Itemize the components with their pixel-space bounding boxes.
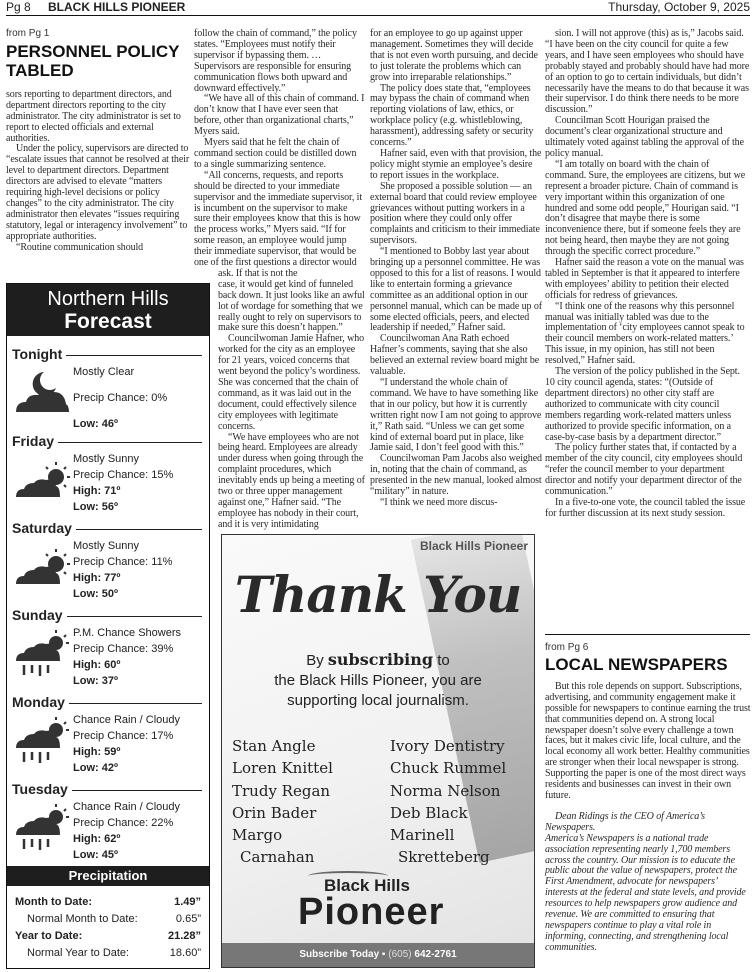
high-temp: High: 62º (73, 833, 121, 845)
low-temp: Low: 50º (73, 588, 118, 600)
paragraph: America’s Newspapers is a national trade association representing nearly 1,700 members across the country. Our mission is to educate the public about the value of newspapers, protect the First Amendment, advocate for newspapers’ interests at the federal and state levels, and provide resources to help newspapers grow audience and revenue. We are committed to ensuring that newspapers continue to play a vital role in informing, connecting, and strengthening local communities. (545, 832, 746, 953)
paragraph: follow the chain of command,” the policy states. “Employees must notify their supervisor if bypassing them. … Supervisors are responsible for ensuring communication flows both upward and downward effectively.” (194, 28, 357, 94)
forecast-day-tuesday (12, 781, 202, 866)
paragraph: for an employee to go up against upper management. Sometimes they will decide that is not even worth pursuing, and decide to just tolerate the problems which can grow into irreparable relationships.” (370, 28, 538, 83)
paragraph: “I understand the whole chain of command. We have to have something like that in our policy, but how it is currently written right now I am not going to approve it,” Rath said. “Unless we can get some kind of external board put in place, like Jamie said, I don’t feel good with this.” (370, 377, 542, 454)
condition: Mostly Clear (73, 366, 135, 378)
subscriber-names-right (390, 735, 506, 869)
paragraph: sion. I will not approve (this) as is,” Jacobs said. “I have been on the city council for quite a few years, and I have seen employees who should have probably stayed and probably should have had more of an option to go to certain individuals, but didn’t necessarily have the means to do that because it was their supervisor. I do think there needs to be more discussion.” (545, 28, 750, 116)
precipitation-header: Precipitation (7, 866, 209, 886)
day-details (73, 364, 167, 432)
paragraph: “We have employees who are not being heard. Employees are already under duress when going through the complaint procedures, which inevitably ends up being a meeting of two or three upper management against one,” Hafner said. “The employee has nobody in their court, and it is very intimidating (218, 431, 365, 530)
logo-line2: Pioneer (298, 891, 445, 933)
paragraph: The policy does state that, “employees may bypass the chain of command when reporting violations of law, ethics, or workplace policy (e.g. whistleblowing, harassment), addressing safety or security concerns.” (370, 82, 534, 149)
low-temp: Low: 56º (73, 501, 118, 513)
article-col3 (370, 29, 542, 509)
forecast-day-tonight (12, 346, 202, 431)
day-name: Friday (12, 433, 58, 449)
day-details (73, 712, 180, 776)
paragraph: Councilwoman Ana Rath echoed Hafner’s comments, saying that she also believed an external review board might be valuable. (370, 333, 540, 378)
day-details (73, 625, 181, 689)
day-name: Saturday (12, 520, 76, 536)
subscriber-name: Trudy Regan (232, 781, 331, 800)
day-name: Tonight (12, 346, 66, 362)
paragraph: “I think one of the reasons why this personnel manual was initially tabled was due to the implementation of ‘city employees cannot speak to their council members on work-related matters.’ This issue, in my opinion, has still not been resolved,” Hafner said. (545, 300, 745, 367)
article-local-newspapers (545, 643, 751, 954)
article-col4 (545, 29, 751, 520)
rain-cloud-icon (14, 629, 70, 677)
rain-cloud-icon (14, 716, 70, 764)
precip-chance: Precip Chance: 11% (73, 556, 173, 568)
paragraph: “All concerns, requests, and reports should be directed to your immediate supervisor and the immediate supervisor, it is incumbent on the supervisor to make sure their employees know that this is how the process works,” Myers said. “If for some reason, an employee would jump their immediate supervisor, that would be one of the first questions a director would ask. If that is not the (194, 169, 363, 279)
forecast-day-saturday (12, 520, 202, 605)
article-paragraphs (370, 29, 542, 509)
day-name: Tuesday (12, 781, 72, 797)
precip-chance: Precip Chance: 17% (73, 730, 174, 742)
paragraph: “I think we need more discus- (380, 496, 498, 508)
forecast-title-line2: Forecast (64, 310, 152, 333)
precip-value: 1.49” (174, 896, 201, 908)
article-paragraphs (545, 682, 751, 802)
paragraph: case, it would get kind of funneled back down. It just looks like an awful lot of wordage for something that we really ought to rely on supervisors to make sure this doesn’t happen.” (218, 278, 365, 334)
precip-value: 0.65” (175, 913, 201, 925)
phone-number: 642-2761 (414, 949, 457, 960)
day-name: Sunday (12, 607, 67, 623)
condition: Mostly Sunny (73, 540, 140, 552)
article-col2 (194, 29, 366, 594)
logo-line1: Black Hills (324, 876, 410, 895)
thank-you-subscriber-ad (221, 534, 535, 968)
high-temp: High: 77º (73, 572, 121, 584)
condition: Chance Rain / Cloudy (73, 801, 181, 813)
paragraph: Councilwoman Pam Jacobs also weighed in, noting that the chain of command, as presented in the new manual, looked almost “military” in nature. (370, 453, 542, 498)
paragraph: In a five-to-one vote, the council tabled the issue for further discussion at its next study session. (545, 496, 746, 519)
issue-date: Thursday, October 9, 2025 (608, 0, 750, 14)
article-paragraphs (545, 29, 751, 520)
subscriber-name: Carnahan (240, 848, 315, 867)
article-personnel-policy-col1 (6, 29, 192, 254)
low-temp: Low: 45º (73, 849, 118, 861)
newspaper-photo-masthead: Black Hills Pioneer (419, 539, 528, 553)
precip-label: Month to Date: (15, 896, 92, 908)
paragraph: “I mentioned to Bobby last year about bringing up a personnel committee. He was opposed to this for a list of reasons. I would like to entertain forming a grievance committee as an additional option in our personnel manual, which can be made up of some elected officials, peers, and elected leadership if needed,” Hafner said. (370, 246, 542, 334)
day-name: Monday (12, 694, 69, 710)
thank-you-script: Thank You (234, 565, 522, 624)
subscribe-cta: Subscribe Today (299, 949, 380, 960)
precip-row (15, 947, 201, 963)
subscriber-names-left (232, 735, 333, 869)
low-temp: Low: 46º (73, 418, 118, 430)
precip-row (15, 896, 201, 912)
paragraph: sors reporting to department directors, and department directors reporting to the city administrator. The city administrator is set to report to elected officials and external authorities. (6, 88, 181, 144)
paragraph: Hafner said, even with that provision, the policy might stymie an employee’s desire to report issues in the workplace. (370, 147, 542, 181)
precip-label: Normal Month to Date: (27, 913, 138, 925)
paragraph: The version of the policy published in the Sept. 10 city council agenda, states: “(Outside of department directors) no other city staff are authorized to communicate with city council members regarding work-related matters unless authorized to provide specific information, on a case-by-case basis by a department director.” (545, 366, 740, 443)
page-number: Pg 8 (6, 0, 31, 14)
precip-row (15, 930, 201, 946)
subscriber-name: Margo (232, 826, 283, 845)
publication-name: BLACK HILLS PIONEER (48, 0, 186, 14)
weather-forecast-box (6, 283, 210, 969)
low-temp: Low: 37º (73, 675, 118, 687)
article-kicker: from Pg 6 (545, 642, 589, 653)
sun-cloud-icon (14, 455, 70, 503)
paragraph: Dean Ridings is the CEO of America’s Newspapers. (545, 810, 705, 833)
high-temp: High: 59º (73, 746, 121, 758)
paragraph: Councilman Scott Hourigan praised the document’s clear organizational structure and ultimately voted against tabling the approval of the policy manual. (545, 115, 744, 159)
article-kicker: from Pg 1 (6, 28, 50, 39)
msg-to: to (437, 652, 450, 669)
paragraph: But this role depends on support. Subscriptions, advertising, and community engagement make it possible for newspapers to continue earning the trust that communities depend on. A strong local newspaper doesn’t solve every challenge a town faces, but it makes civic life, local culture, and the local economy all work better. Healthy communities are stronger when their local newspaper is strong. Supporting the paper is one of the most direct ways residents and businesses can invest in their own future. (545, 680, 751, 801)
moon-cloud-icon (14, 368, 70, 416)
forecast-day-friday (12, 433, 202, 518)
day-details (73, 538, 172, 602)
day-details (73, 451, 173, 515)
precip-chance: Precip Chance: 0% (73, 392, 168, 404)
ad-message (222, 650, 534, 711)
paragraph: “We have all of this chain of command. I don’t know that I have ever seen that before, other than organizational charts,” Myers said. (194, 93, 365, 138)
condition: Chance Rain / Cloudy (73, 714, 181, 726)
precip-label: Year to Date: (15, 930, 83, 942)
phone-area-code: (605) (388, 949, 412, 960)
pioneer-logo (298, 876, 445, 933)
page-header (6, 0, 750, 16)
subscribe-bar: Subscribe Today ▪ (605) 642-2761 (222, 943, 534, 967)
low-temp: Low: 42º (73, 762, 118, 774)
subscriber-name: Deb Black (390, 803, 468, 822)
subscriber-name: Marinell (390, 826, 455, 845)
paragraph: Hafner said the reason a vote on the manual was tabled in September is that it appeared to interfere with employees’ ability to petition their elected officials for redress of grievances. (545, 257, 744, 301)
article-paragraphs (194, 280, 366, 531)
paragraph: The policy further states that, if contacted by a member of the city council, city employees should “refer the council member to your department director and notify your department director of the communication.” (545, 442, 743, 498)
precip-chance: Precip Chance: 15% (73, 469, 174, 481)
article-headline: PERSONNEL POLICY TABLED (6, 41, 180, 80)
subscriber-name: Chuck Rummel (390, 759, 507, 778)
subscriber-name: Ivory Dentistry (390, 737, 505, 755)
subscriber-name: Orin Bader (232, 803, 317, 822)
subscriber-name: Loren Knittel (232, 759, 333, 778)
section-divider (545, 634, 750, 635)
article-paragraphs (545, 812, 751, 954)
paragraph: Myers said that he felt the chain of command section could be distilled down to a single summarizing sentence. (194, 137, 357, 170)
paragraph: “I am totally on board with the chain of command. Sure, the employees are citizens, but we represent a broader picture. Chain of command is very important within this organization of one hundred and some odd people,” Hourigan said. “I don’t disagree that maybe there is some inconvenience there, but if someone feels they are not being heard, then maybe they are not going through the specific correct procedure.” (545, 158, 746, 258)
article-paragraphs (6, 90, 192, 254)
forecast-title-line1: Northern Hills (47, 288, 169, 310)
forecast-day-monday (12, 694, 202, 779)
msg-line2: the Black Hills Pioneer, you are (274, 672, 482, 689)
paragraph: Councilwoman Jamie Hafner, who worked for the city as an employee for 21 years, voiced concerns that went beyond the policy’s wordiness. She was concerned that the chain of command, as it was laid out in the document, could effectively silence city employees with legitimate concerns. (218, 333, 365, 432)
sun-cloud-icon (14, 542, 70, 590)
msg-by: By (306, 652, 324, 669)
high-temp: High: 60º (73, 659, 121, 671)
msg-line3: supporting local journalism. (287, 692, 469, 709)
paragraph: She proposed a possible solution — an external board that could review employee grievances without putting workers in a position where they could only offer complaints and criticism to their immediate supervisors. (370, 180, 540, 247)
condition: Mostly Sunny (73, 453, 140, 465)
paragraph: “Routine communication should (16, 241, 144, 253)
precip-chance: Precip Chance: 39% (73, 643, 174, 655)
precip-value: 18.60” (169, 947, 201, 959)
day-details (73, 799, 180, 863)
subscriber-name: Norma Nelson (390, 781, 501, 800)
precip-row (15, 913, 201, 929)
forecast-title (7, 284, 209, 336)
article-paragraphs (194, 29, 366, 280)
msg-subscribing: subscribing (327, 650, 434, 669)
paragraph: Under the policy, supervisors are directed to “escalate issues that cannot be resolved at their level to department directors. Department directors are advised to elevate “matters requiring high-level decisions or policy changes” to the city administrator. The city administrator then elevates “issues requiring statutory, legal or interagency involvement” to appropriate authorities. (6, 143, 190, 242)
precip-label: Normal Year to Date: (27, 947, 130, 959)
subscriber-name: Skretteberg (398, 848, 490, 867)
condition: P.M. Chance Showers (73, 627, 182, 639)
high-temp: High: 71º (73, 485, 121, 497)
subscriber-name: Stan Angle (232, 737, 316, 755)
precip-chance: Precip Chance: 22% (73, 817, 174, 829)
precip-value: 21.28” (167, 930, 201, 942)
article-headline: LOCAL NEWSPAPERS (545, 654, 728, 674)
rain-cloud-icon (14, 803, 70, 851)
forecast-day-sunday (12, 607, 202, 692)
